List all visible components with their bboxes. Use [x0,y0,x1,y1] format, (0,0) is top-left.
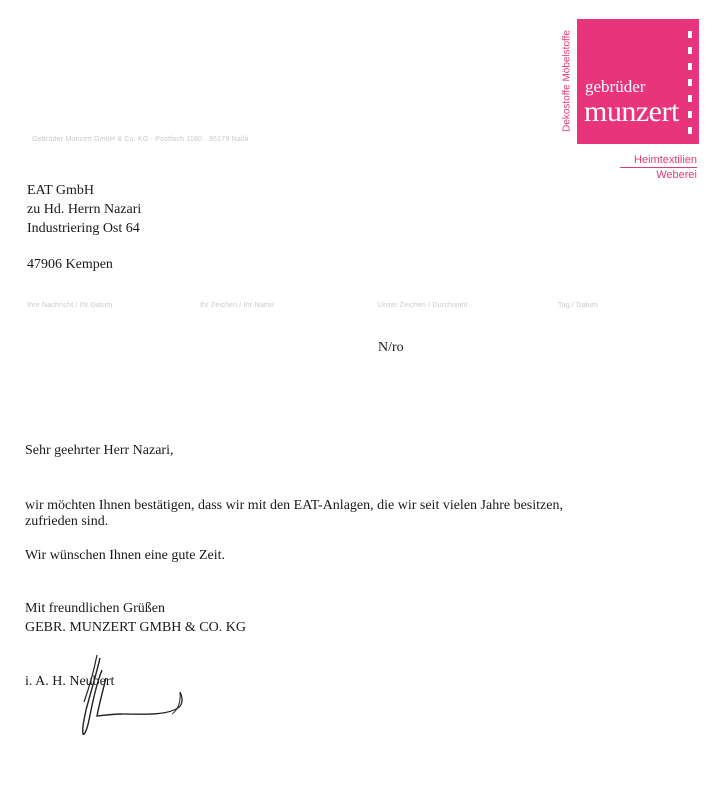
ref-label-your-message: Ihre Nachricht / Ihr Datum [27,302,113,309]
logo-perforation [688,95,692,102]
logo-perforation [688,31,692,38]
recipient-city: 47906 Kempen [27,257,113,272]
logo-side-text [559,14,575,148]
closing: Mit freundlichen Grüßen [25,601,165,616]
logo-perforation [688,63,692,70]
logo-side-label: Dekostoffe Möbelstoffe [561,30,573,132]
logo-perforation [688,111,692,118]
recipient-attention: zu Hd. Herrn Nazari [27,202,142,217]
tagline-divider [620,167,697,168]
our-reference-value: N/ro [378,340,404,355]
signer-name: i. A. H. Neubert [25,674,115,689]
sender-return-address: Gebrüder Munzert GmbH & Co. KG · Postfach 1180 · 95179 Naila [32,136,249,143]
logo-perforation [688,127,692,134]
logo-text-munzert: munzert [584,95,679,128]
company-logo [559,14,702,148]
salutation: Sehr geehrter Herr Nazari, [25,443,174,458]
recipient-company: EAT GmbH [27,183,95,198]
tagline-heimtextilien: Heimtextilien [634,154,697,166]
ref-label-your-ref: Ihr Zeichen / Ihr Name [200,302,275,309]
ref-label-date: Tag / Datum [558,302,598,309]
paragraph-2: Wir wünschen Ihnen eine gute Zeit. [25,548,226,563]
paragraph-1-line-1: wir möchten Ihnen bestätigen, dass wir mit den EAT-Anlagen, die wir seit vielen Jahre besitzen, [25,498,563,513]
company-signature: GEBR. MUNZERT GMBH & CO. KG [25,620,246,635]
logo-box [577,19,699,144]
ref-label-our-ref: Unser Zeichen / Durchwahl [378,302,468,309]
recipient-street: Industriering Ost 64 [27,221,140,236]
tagline-weberei: Weberei [656,169,697,181]
logo-text-gebrueder: gebrüder [585,77,646,96]
logo-perforation [688,47,692,54]
paragraph-1-line-2: zufrieden sind. [25,514,109,529]
handwritten-signature [70,650,190,745]
logo-perforation [688,79,692,86]
